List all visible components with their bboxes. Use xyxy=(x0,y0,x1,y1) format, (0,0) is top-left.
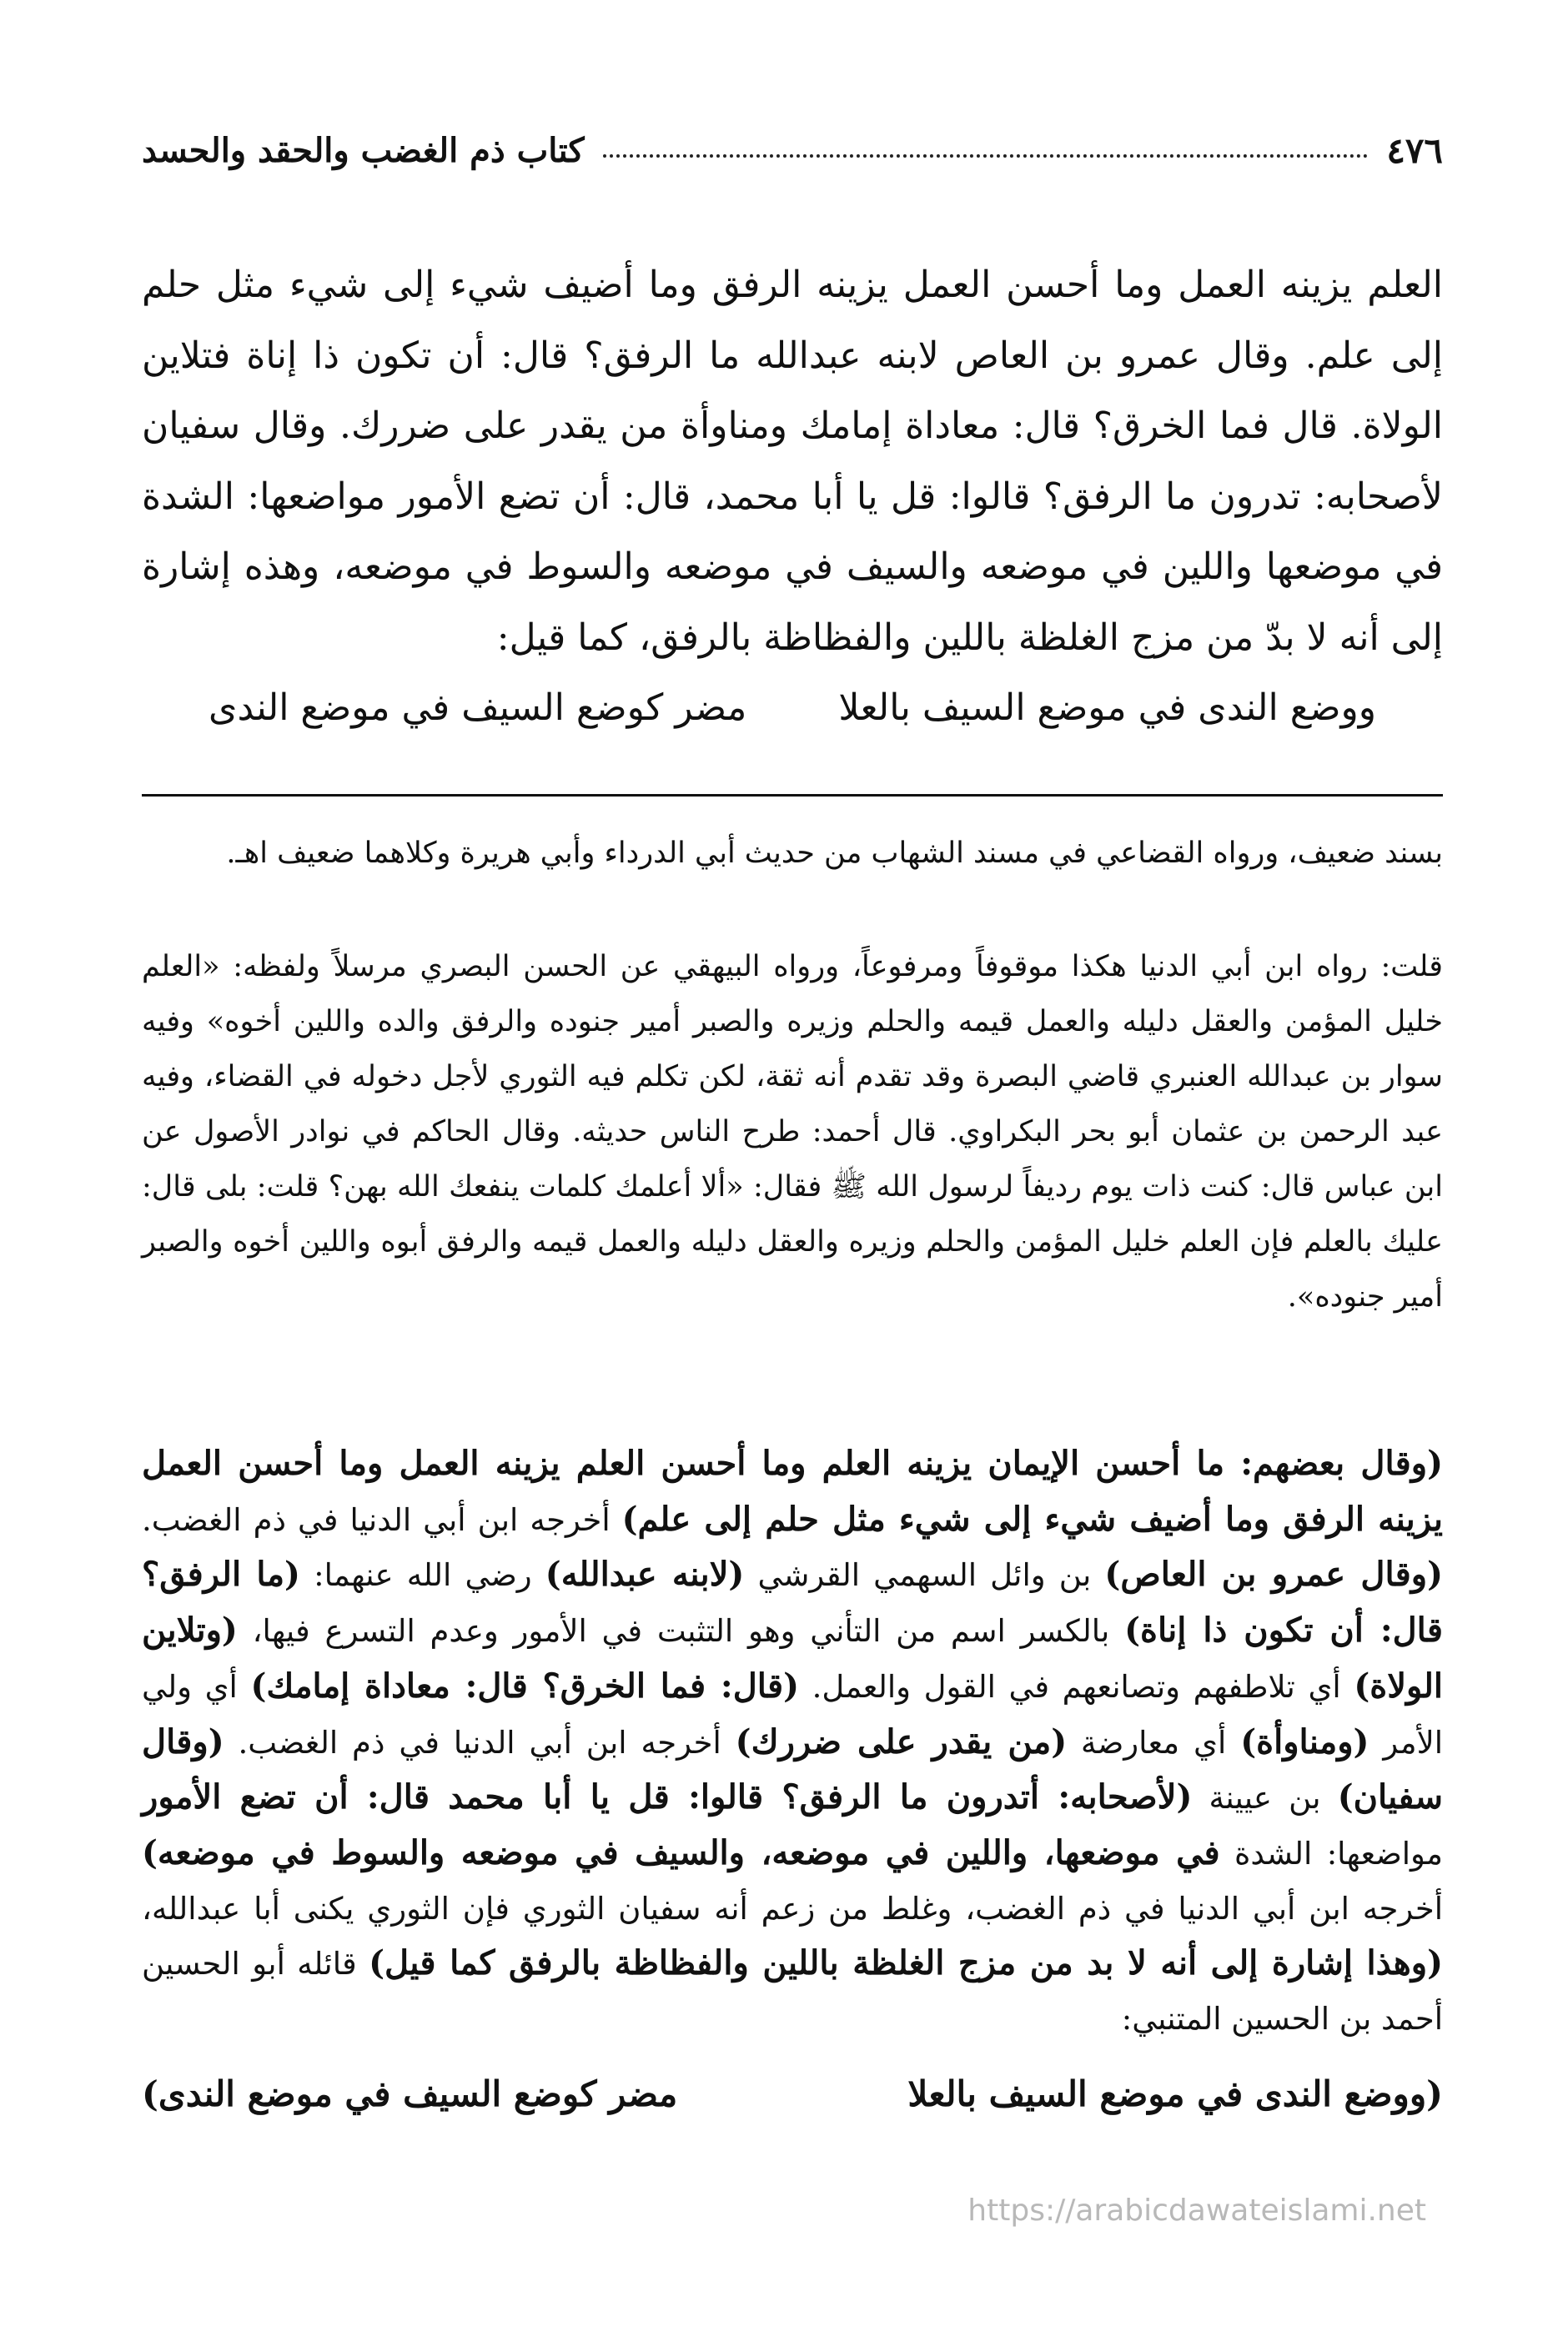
dotted-leader xyxy=(603,154,1369,158)
commentary-paragraph: (وقال بعضهم: ما أحسن الإيمان يزينه العلم وما أحسن العلم يزينه العمل وما أحسن العمل يزينه الرفق وما أضيف شيء إلى شيء مثل حلم إلى علم) أخرجه ابن أبي الدنيا في ذم الغضب. (وقال عمرو بن العاص) بن وائل السهمي القرشي (لابنه عبدالله) رضي الله عنهما: (ما الرفق؟ قال: أن تكون ذا إناة) بالكسر اسم من التأني وهو التثبت في الأمور وعدم التسرع فيها، (وتلاين الولاة) أي تلاطفهم وتصانعهم في القول والعمل. (قال: فما الخرق؟ قال: معاداة إمامك) أي ولي الأمر (ومناوأة) أي معارضة (من يقدر على ضررك) أخرجه ابن أبي الدنيا في ذم الغضب. (وقال سفيان) بن عيينة (لأصحابه: أتدرون ما الرفق؟ قالوا: قل يا أبا محمد قال: أن تضع الأمور مواضعها: الشدة في موضعها، واللين في موضعه، والسيف في موضعه والسوط في موضعه) أخرجه ابن أبي الدنيا في ذم الغضب، وغلط من زعم أنه سفيان الثوري فإن الثوري يكنى أبا عبدالله، (وهذا إشارة إلى أنه لا بد من مزج الغلظة باللين والفظاظة بالرفق كما قيل) قائله أبو الحسين أحمد بن الحسين المتنبي: xyxy=(142,1444,1444,2038)
footnote-paragraph-2: قلت: رواه ابن أبي الدنيا هكذا موقوفاً ومرفوعاً، ورواه البيهقي عن الحسن البصري مرسلاً ولفظه: «العلم خليل المؤمن والعقل دليله والعمل قيمه والحلم وزيره والصبر أمير جنوده والرفق والده واللين أخوه» وفيه سوار بن عبدالله العنبري قاضي البصرة وقد تقدم أنه ثقة، لكن تكلم فيه الثوري لأجل دخوله في القضاء، وفيه عبد الرحمن بن عثمان أبو بحر البكراوي. قال أحمد: طرح الناس حديثه. وقال الحاكم في نوادر الأصول عن ابن عباس قال: كنت ذات يوم رديفاً لرسول الله ﷺ فقال: «ألا أعلمك كلمات ينفعك الله بهن؟ قلت: بلى قال: عليك بالعلم فإن العلم خليل المؤمن والحلم وزيره والعقل دليله والعمل قيمه والرفق أبوه واللين أخوه والصبر أمير جنوده». xyxy=(142,950,1443,1314)
footnote-paragraph-1: بسند ضعيف، ورواه القضاعي في مسند الشهاب من حديث أبي الدرداء وأبي هريرة وكلاهما ضعيف اهـ. xyxy=(226,837,1443,870)
commentary-verse-first-hemistich: (ووضع الندى في موضع السيف بالعلا xyxy=(907,2073,1443,2114)
watermark-url: https://arabicdawateislami.net xyxy=(967,2194,1426,2228)
book-title: كتاب ذم الغضب والحقد والحسد xyxy=(142,130,585,170)
verse-first-hemistich: ووضع الندى في موضع السيف بالعلا xyxy=(838,686,1376,729)
verse-second-hemistich: مضر كوضع السيف في موضع الندى xyxy=(209,686,747,729)
main-paragraph: العلم يزينه العمل وما أحسن العمل يزينه الرفق وما أضيف شيء إلى شيء مثل حلم إلى علم. وقال عمرو بن العاص لابنه عبدالله ما الرفق؟ قال: أن تكون ذا إناة فتلاين الولاة. قال فما الخرق؟ قال: معاداة إمامك ومناوأة من يقدر على ضررك. وقال سفيان لأصحابه: تدرون ما الرفق؟ قالوا: قل يا أبا محمد، قال: أن تضع الأمور مواضعها: الشدة في موضعها واللين في موضعه والسيف في موضعه والسوط في موضعه، وهذه إشارة إلى أنه لا بدّ من مزج الغلظة باللين والفظاظة بالرفق، كما قيل: xyxy=(142,264,1443,659)
poem-verse xyxy=(142,673,1443,744)
running-header xyxy=(142,125,1443,175)
page-number: ٤٧٦ xyxy=(1386,129,1443,171)
main-text xyxy=(142,250,1443,744)
commentary-section xyxy=(142,1436,1443,2121)
footnote-section xyxy=(142,826,1443,1324)
commentary-verse-second-hemistich: مضر كوضع السيف في موضع الندى) xyxy=(142,2073,678,2114)
footnote-divider xyxy=(142,794,1443,797)
commentary-verse xyxy=(142,2067,1443,2122)
